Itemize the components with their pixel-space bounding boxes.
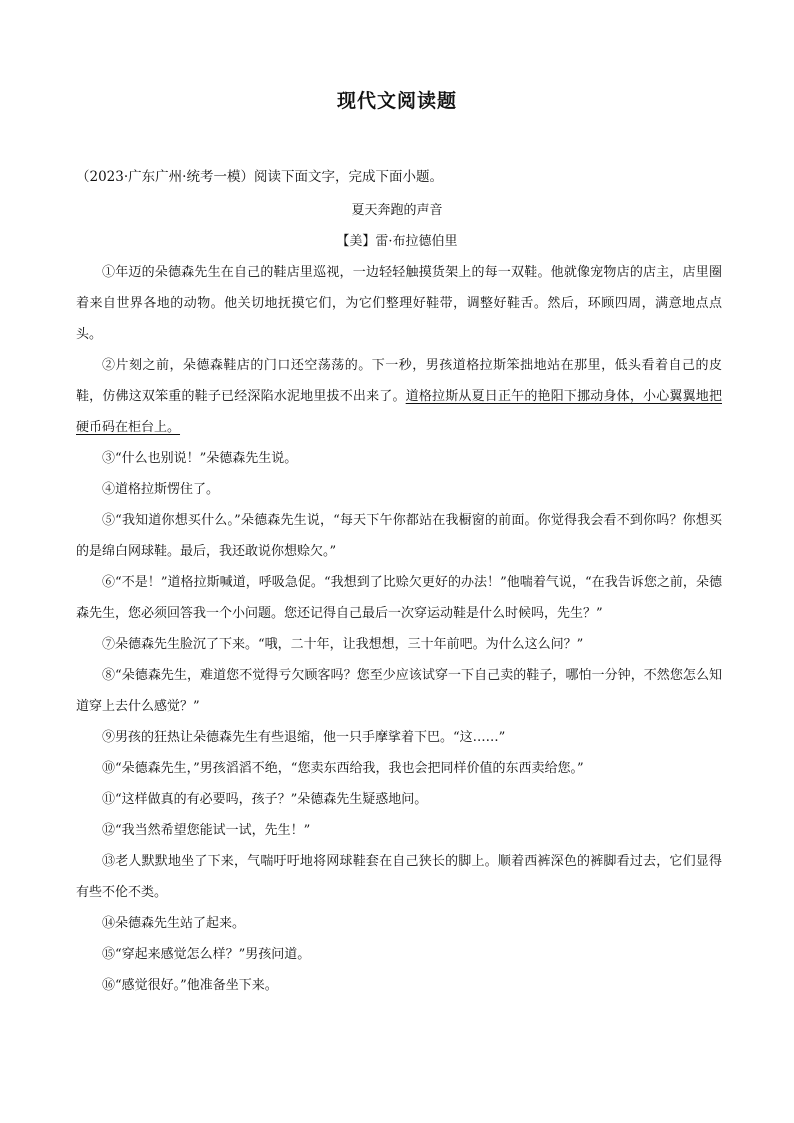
paragraph-4: ④道格拉斯愣住了。: [102, 482, 220, 497]
paragraph-1: ①年迈的朵德森先生在自己的鞋店里巡视，一边轻轻触摸货架上的每一双鞋。他就像宠物店的店主，店里圈着来自世界各地的动物。他关切地抚摸它们，为它们整理好鞋带，调整好鞋舌。然后，环顾四周，满意地点点头。: [76, 265, 722, 342]
paragraph-2-text: ②片刻之前，朵德森鞋店的门口还空荡荡的。下一秒，男孩道格拉斯笨拙地站在那里，低头看着自己的皮鞋，仿佛这双笨重的鞋子已经深陷水泥地里拔不出来了。: [76, 358, 722, 404]
paragraph-3: ③“什么也别说！”朵德森先生说。: [102, 451, 298, 466]
page-title: 现代文阅读题: [336, 90, 457, 112]
paragraph-13: ⑬老人默默地坐了下来，气喘吁吁地将网球鞋套在自己狭长的脚上。顺着西裤深色的裤脚看过去，它们显得有些不伦不类。: [76, 854, 722, 900]
paragraph-10: ⑩“朵德森先生，”男孩滔滔不绝，“您卖东西给我，我也会把同样价值的东西卖给您。”: [102, 761, 584, 776]
paragraph-9: ⑨男孩的狂热让朵德森先生有些退缩，他一只手摩挲着下巴。“这……”: [102, 730, 506, 745]
story-title: 夏天奔跑的声音: [351, 203, 443, 218]
underlined-sentence: 道格拉斯从夏日正午的艳阳下挪动身体，小心翼翼地把硬币码在柜台上。: [76, 389, 722, 435]
paragraph-5: ⑤“我知道你想买什么。”朵德森先生说，“每天下午你都站在我橱窗的前面。你觉得我会看不到你吗？你想买的是绵白网球鞋。最后，我还敢说你想赊欠。”: [76, 513, 722, 559]
paragraph-7: ⑦朵德森先生脸沉了下来。“哦，二十年，让我想想，三十年前吧。为什么这么问？”: [102, 637, 584, 652]
paragraph-15: ⑮“穿起来感觉怎么样？”男孩问道。: [102, 947, 311, 962]
question-intro: （2023·广东广州·统考一模）阅读下面文字，完成下面小题。: [76, 169, 443, 185]
paragraph-6: ⑥“不是！”道格拉斯喊道，呼吸急促。“我想到了比赊欠更好的办法！”他喘着气说，“在我告诉您之前，朵德森先生，您必须回答我一个小问题。您还记得自己最后一次穿运动鞋是什么时候吗，先生？”: [76, 575, 722, 621]
story-author: 【美】雷·布拉德伯里: [336, 234, 458, 249]
paragraph-12: ⑫“我当然希望您能试一试，先生！”: [102, 823, 311, 838]
paragraph-16: ⑯“感觉很好。”他准备坐下来。: [102, 978, 278, 993]
story-body: [76, 257, 722, 1001]
paragraph-11: ⑪“这样做真的有必要吗，孩子？”朵德森先生疑惑地问。: [102, 792, 428, 807]
paragraph-8: ⑧“朵德森先生，难道您不觉得亏欠顾客吗？您至少应该试穿一下自己卖的鞋子，哪怕一分钟，不然您怎么知道穿上去什么感觉？”: [76, 668, 722, 714]
paragraph-14: ⑭朵德森先生站了起来。: [102, 916, 246, 931]
paragraph-2: [76, 350, 722, 443]
